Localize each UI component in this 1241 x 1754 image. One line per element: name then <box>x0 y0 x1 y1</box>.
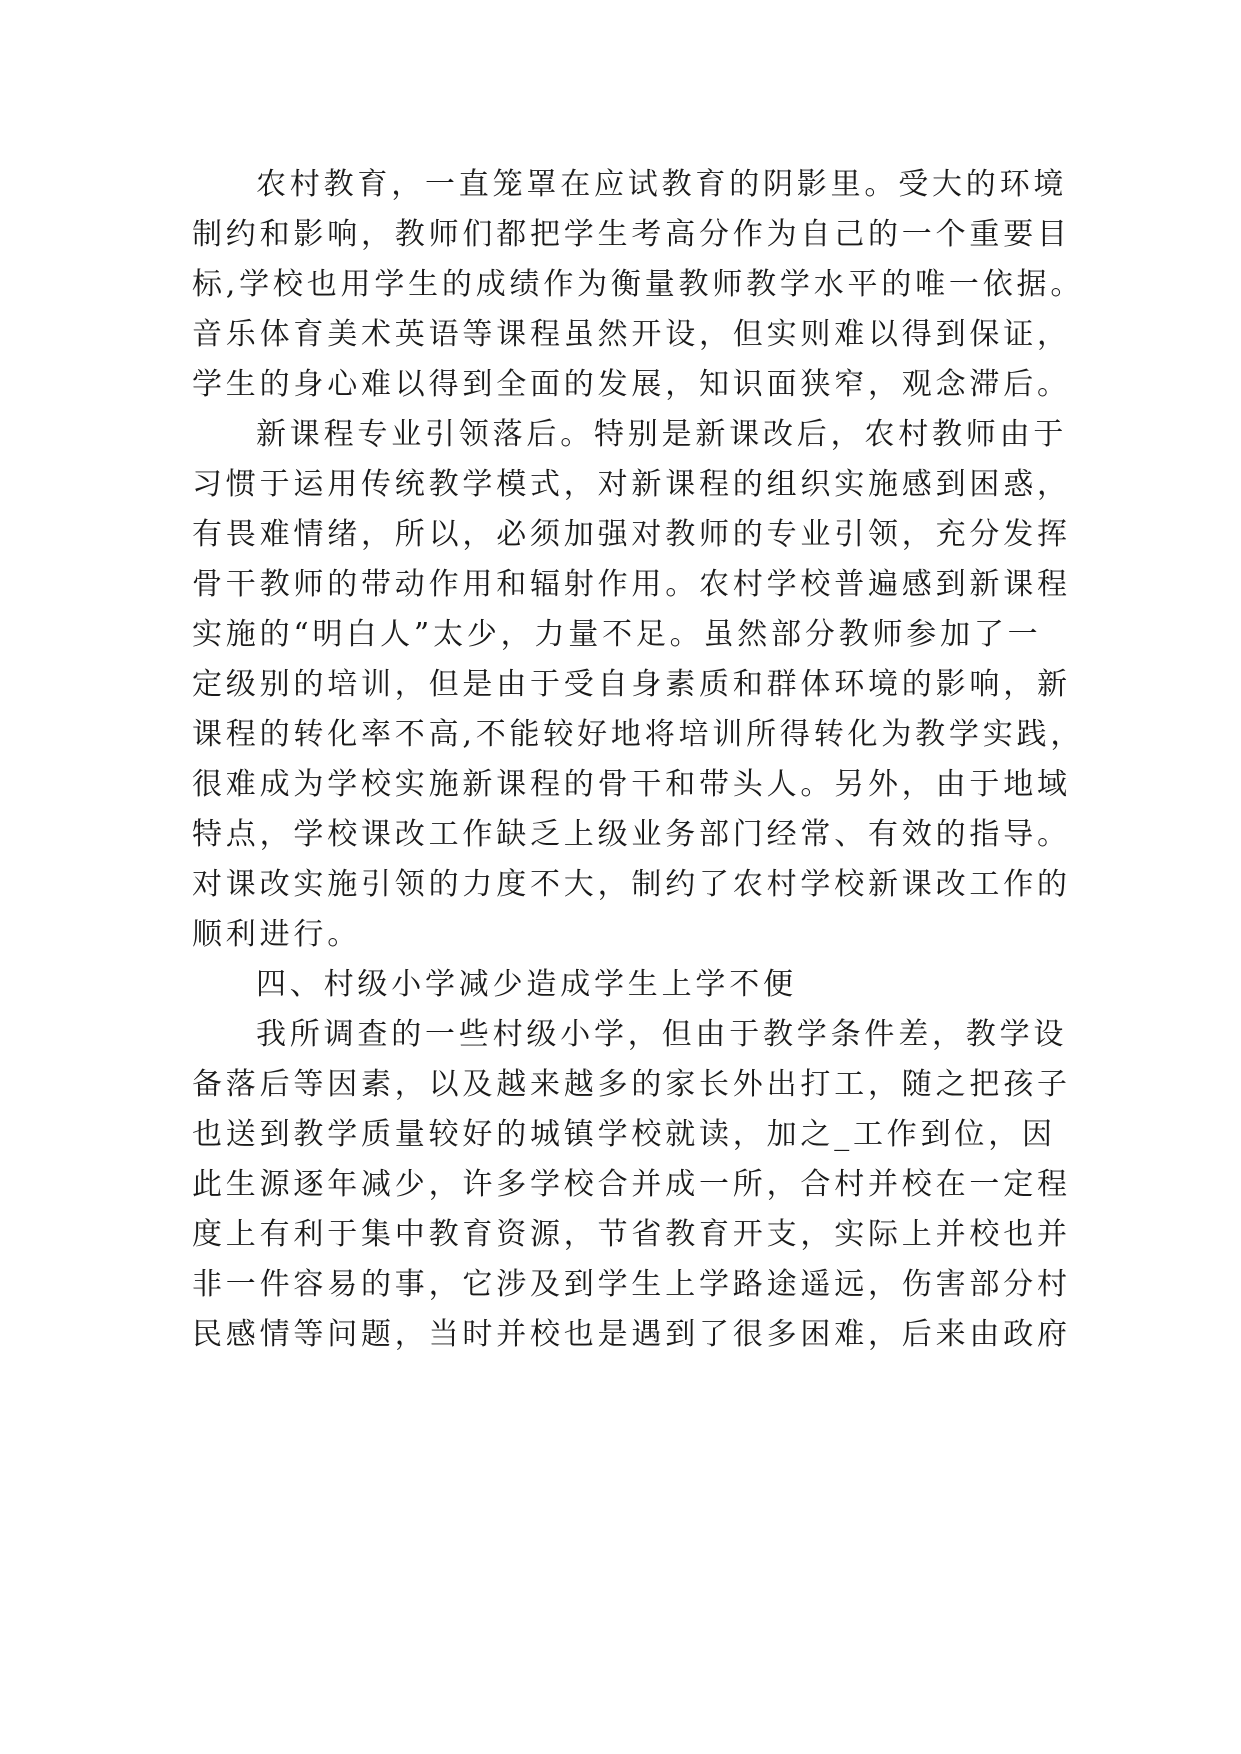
text-line: 民感情等问题，当时并校也是遇到了很多困难，后来由政府 <box>192 1317 1071 1352</box>
text-line: 习惯于运用传统教学模式，对新课程的组织实施感到困惑， <box>192 467 1071 502</box>
text-line: 我所调查的一些村级小学，但由于教学条件差，教学设 <box>256 1017 1068 1052</box>
text-line: 也送到教学质量较好的城镇学校就读，加之_工作到位，因 <box>192 1117 1056 1152</box>
text-line: 学生的身心难以得到全面的发展，知识面狭窄，观念滞后。 <box>192 367 1071 402</box>
text-line: 新课程专业引领落后。特别是新课改后，农村教师由于 <box>256 417 1068 452</box>
text-line: 备落后等因素，以及越来越多的家长外出打工，随之把孩子 <box>192 1067 1071 1102</box>
text-line: 对课改实施引领的力度不大，制约了农村学校新课改工作的 <box>192 867 1071 902</box>
text-line: 有畏难情绪，所以，必须加强对教师的专业引领，充分发挥 <box>192 517 1071 552</box>
text-line: 非一件容易的事，它涉及到学生上学路途遥远，伤害部分村 <box>192 1267 1071 1302</box>
text-line: 课程的转化率不高,不能较好地将培训所得转化为教学实践， <box>192 717 1085 752</box>
text-line: 定级别的培训，但是由于受自身素质和群体环境的影响，新 <box>192 667 1071 702</box>
text-line: 顺利进行。 <box>192 917 361 952</box>
text-line: 度上有利于集中教育资源，节省教育开支，实际上并校也并 <box>192 1217 1071 1252</box>
text-line: 骨干教师的带动作用和辐射作用。农村学校普遍感到新课程 <box>192 567 1071 602</box>
text-line: 特点，学校课改工作缺乏上级业务部门经常、有效的指导。 <box>192 817 1071 852</box>
text-line: 音乐体育美术英语等课程虽然开设，但实则难以得到保证， <box>192 317 1071 352</box>
text-line: 实施的“明白人”太少，力量不足。虽然部分教师参加了一 <box>192 617 1042 652</box>
text-line: 此生源逐年减少，许多学校合并成一所，合村并校在一定程 <box>192 1167 1071 1202</box>
text-line: 制约和影响，教师们都把学生考高分作为自己的一个重要目 <box>192 217 1071 252</box>
text-line: 农村教育，一直笼罩在应试教育的阴影里。受大的环境 <box>256 167 1068 202</box>
text-line: 四、村级小学减少造成学生上学不便 <box>256 967 797 1002</box>
text-line: 标,学校也用学生的成绩作为衡量教师教学水平的唯一依据。 <box>192 267 1085 302</box>
text-line: 很难成为学校实施新课程的骨干和带头人。另外，由于地域 <box>192 767 1071 802</box>
document-body <box>192 160 1092 1360</box>
